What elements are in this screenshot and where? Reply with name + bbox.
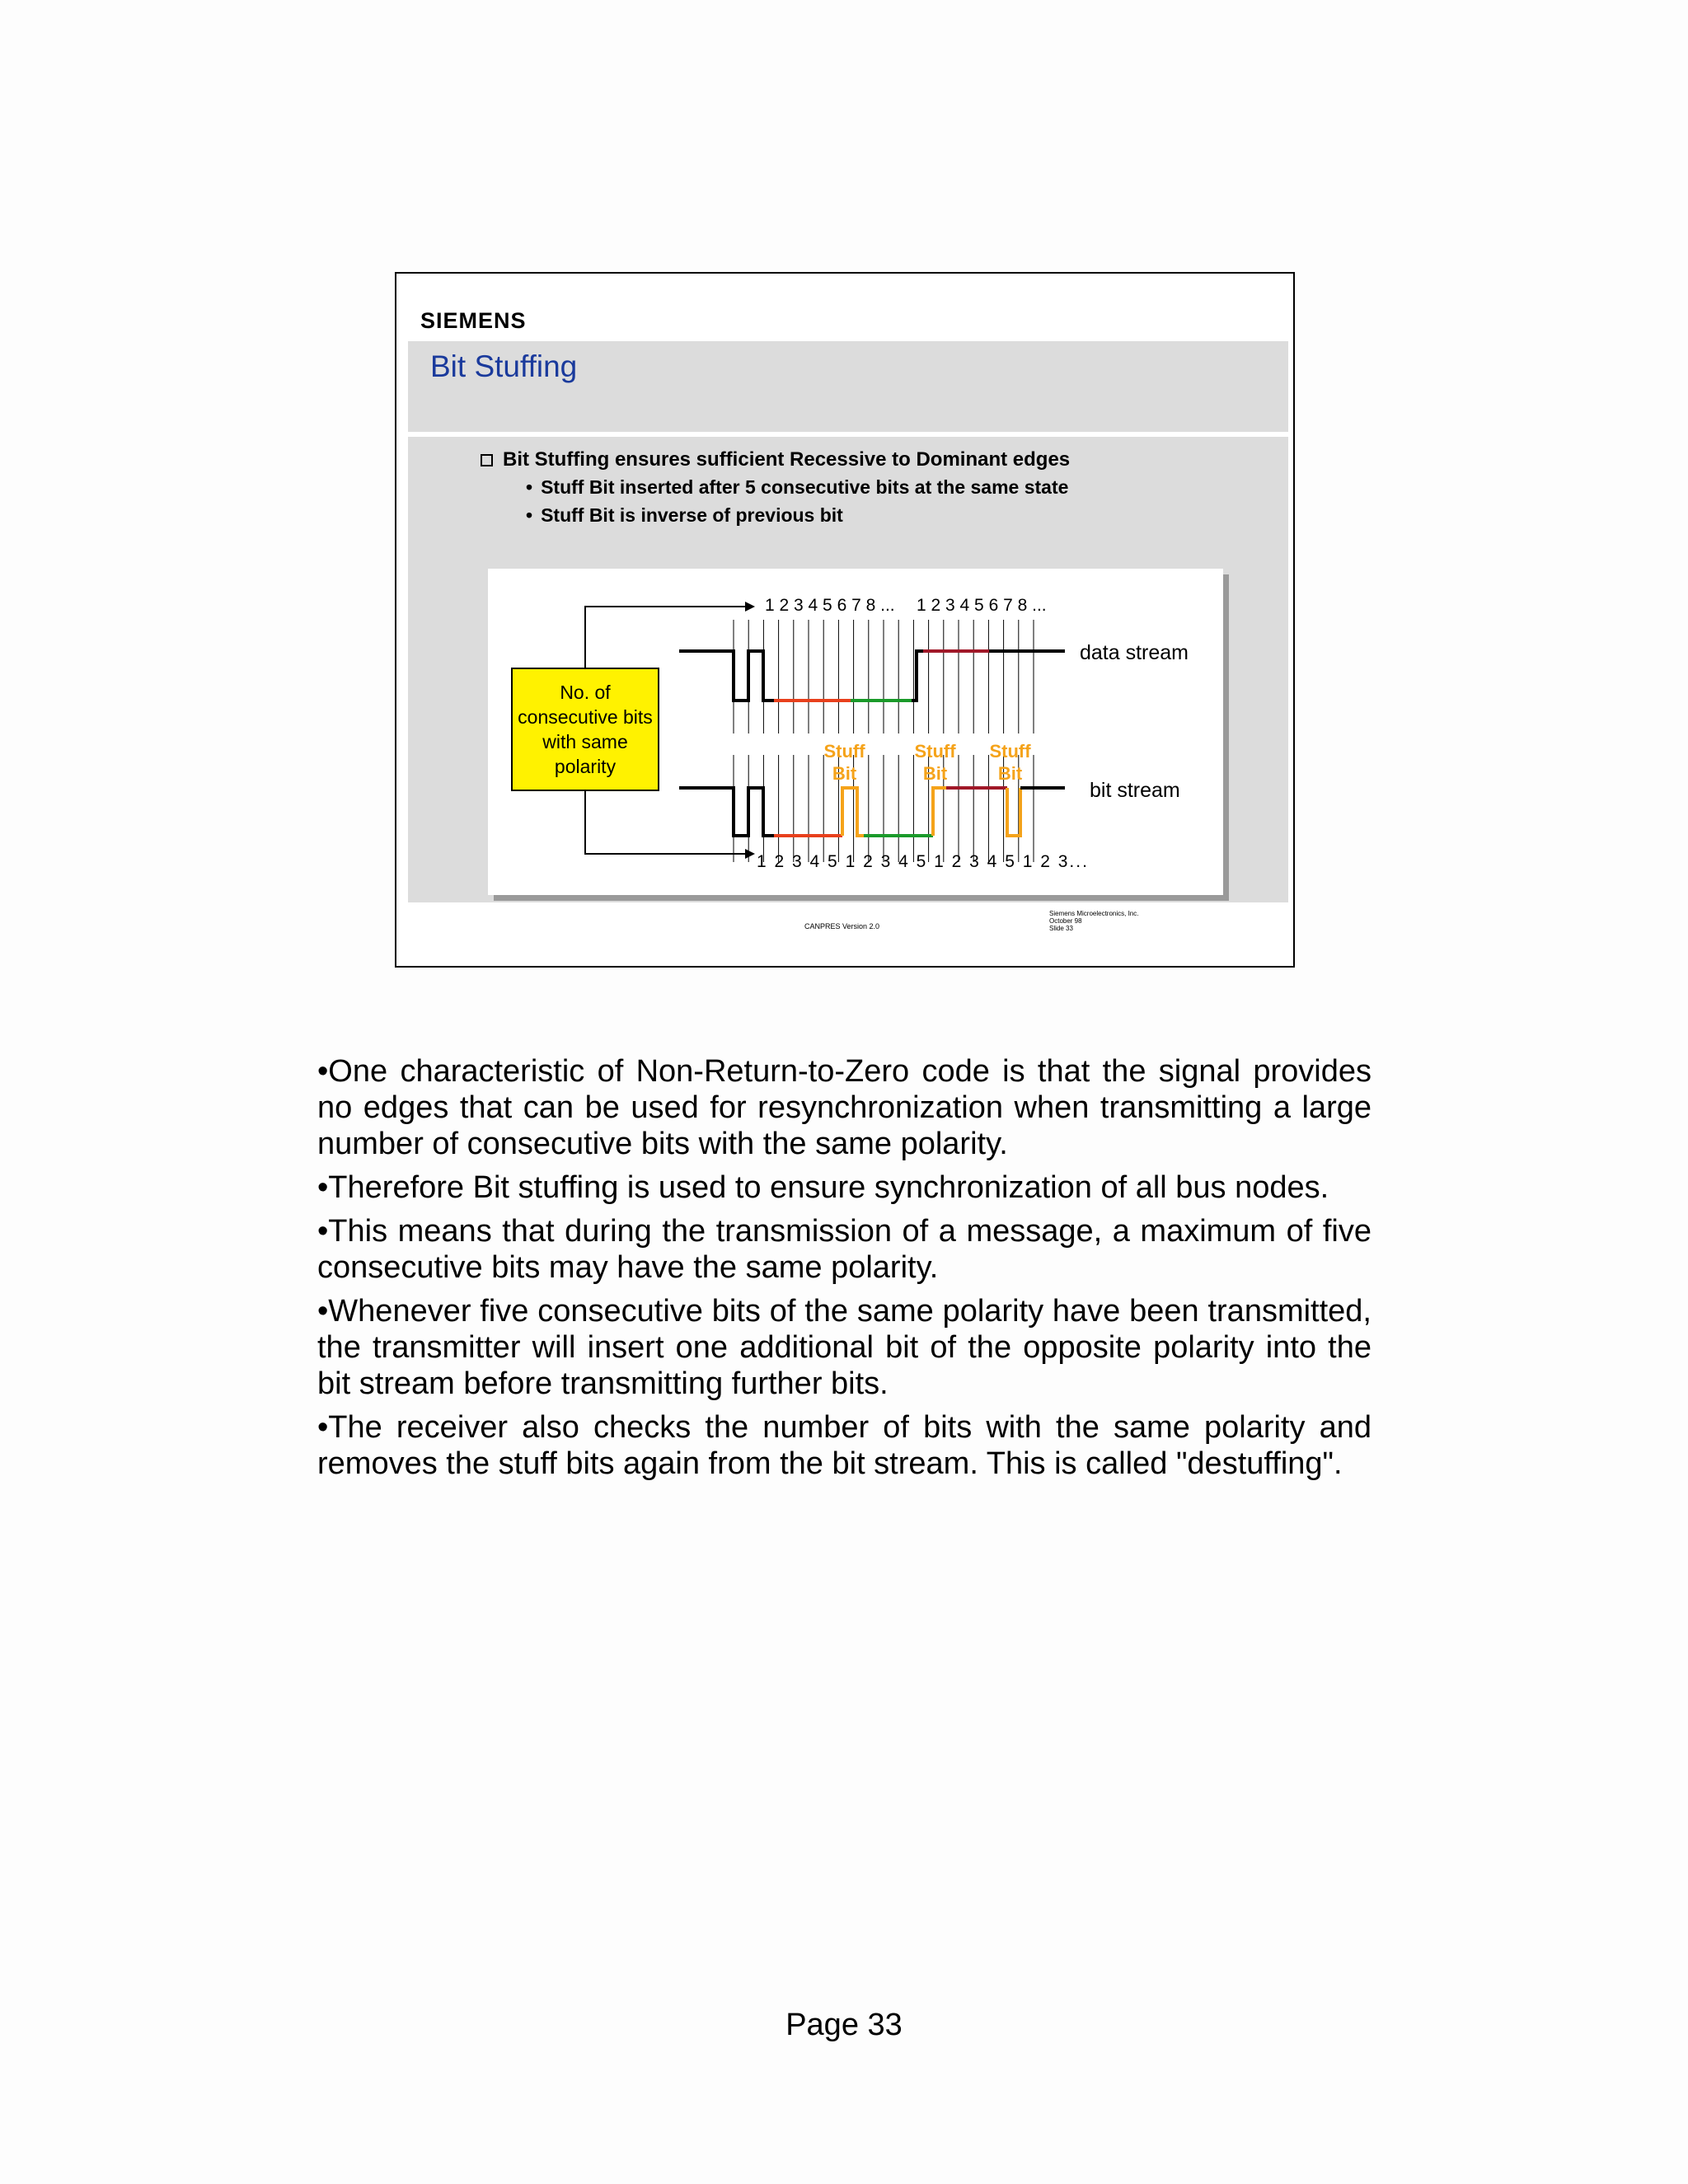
slide-footer-info <box>1049 910 1138 932</box>
sub-bullet <box>526 504 843 527</box>
bit-stream-label: bit stream <box>1090 779 1180 802</box>
slide-header <box>408 341 1288 432</box>
footer-line: Slide 33 <box>1049 925 1073 932</box>
stuff-bit-label: Stuff Bit <box>989 741 1031 784</box>
consecutive-bits-counter-box: No. of consecutive bits with same polarity <box>511 668 659 791</box>
slide-image <box>395 272 1295 968</box>
arrow-right-icon <box>745 602 755 612</box>
siemens-logo: SIEMENS <box>420 308 527 333</box>
sub-bullet <box>526 476 1068 499</box>
body-text <box>317 1053 1372 1489</box>
bit-stream-waveform <box>679 788 1065 836</box>
checkbox-bullet-icon <box>481 454 493 466</box>
slide-body <box>408 437 1288 902</box>
stuff-bit-label: Stuff Bit <box>823 741 865 784</box>
slide-footer-version: CANPRES Version 2.0 <box>804 922 880 930</box>
page-number: Page 33 <box>785 2008 903 2042</box>
paragraph: •This means that during the transmission of a message, a maximum of five consecutive bits may have the same polarity. <box>317 1214 1372 1285</box>
sub-bullet-text: Stuff Bit is inverse of previous bit <box>541 504 843 526</box>
paragraph: •Whenever five consecutive bits of the same polarity have been transmitted, the transmitter will insert one additional bit of the opposite polarity into the bit stream before transmitting further bits. <box>317 1294 1372 1401</box>
arrow-right-icon <box>745 849 755 859</box>
data-stream-waveform <box>679 651 1065 701</box>
dot-bullet-icon: • <box>526 476 533 498</box>
paragraph: •One characteristic of Non-Return-to-Zero code is that the signal provides no edges that can be used for resynchronization when transmitting a large number of consecutive bits with the same polarity. <box>317 1054 1372 1161</box>
slide-title: Bit Stuffing <box>430 349 578 383</box>
dot-bullet-icon: • <box>526 504 533 526</box>
main-bullet-text: Bit Stuffing ensures sufficient Recessive to Dominant edges <box>503 448 1071 471</box>
footer-line: Siemens Microelectronics, Inc. <box>1049 910 1139 917</box>
stuff-bit-label: Stuff Bit <box>914 741 956 784</box>
top-bit-count: 1 2 3 4 5 6 7 8 ... <box>765 596 895 615</box>
bottom-bit-count: 1 2 3 4 5 1 2 3 4 5 1 2 3 4 5 1 2 3... <box>757 852 1089 871</box>
paragraph: •Therefore Bit stuffing is used to ensure synchronization of all bus nodes. <box>317 1170 1329 1205</box>
paragraph: •The receiver also checks the number of bits with the same polarity and removes the stuff bits again from the bit stream. This is called "destuffing". <box>317 1410 1372 1481</box>
data-stream-label: data stream <box>1080 641 1189 664</box>
footer-line: October 98 <box>1049 917 1082 925</box>
top-bit-count: 1 2 3 4 5 6 7 8 ... <box>917 596 1047 615</box>
sub-bullet-text: Stuff Bit inserted after 5 consecutive bits at the same state <box>541 476 1069 498</box>
main-bullet <box>481 448 1070 471</box>
bit-stuffing-diagram <box>488 569 1223 895</box>
